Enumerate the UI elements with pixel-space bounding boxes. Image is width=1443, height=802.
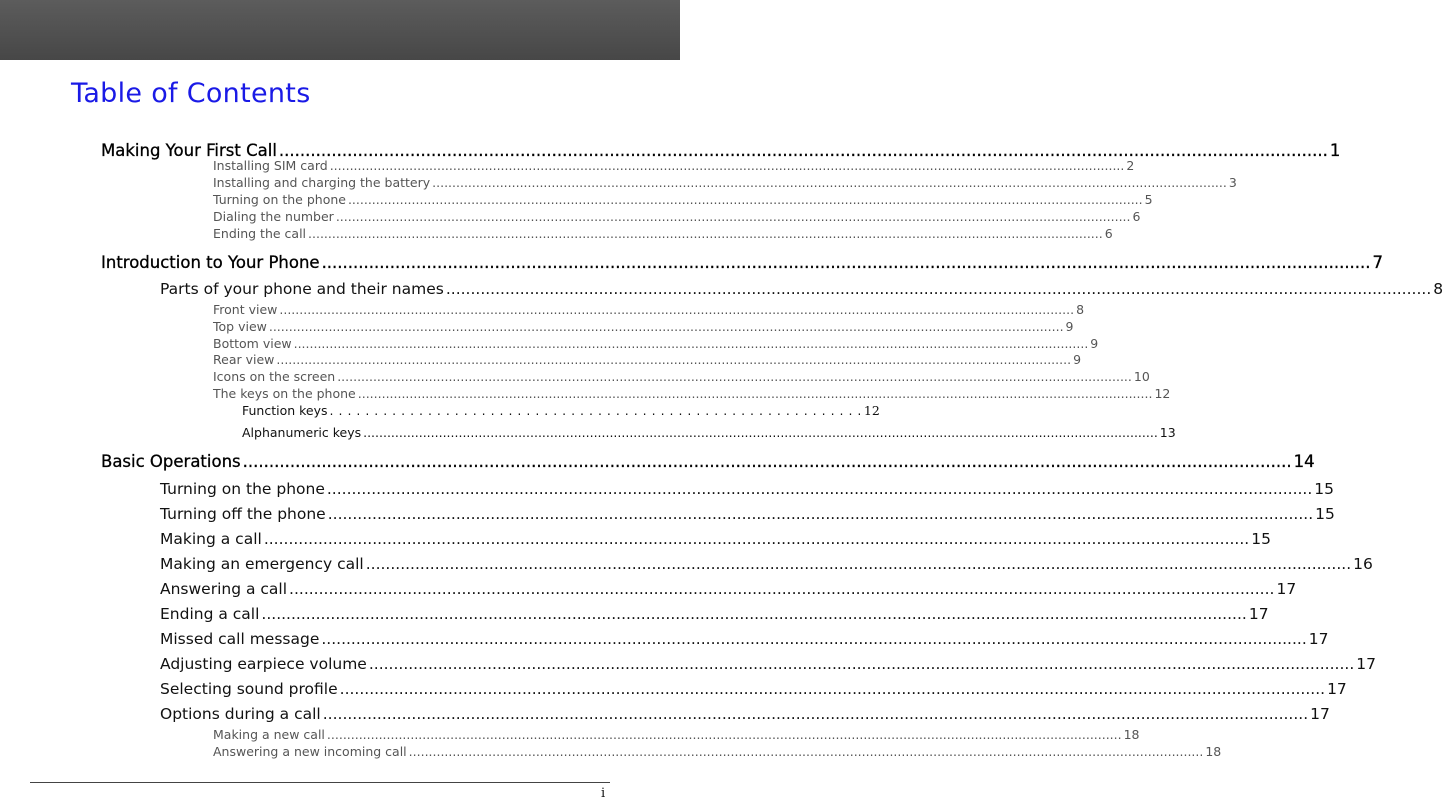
toc-entry-title: Turning on the phone	[160, 480, 325, 498]
toc-entry-title: Making Your First Call	[101, 141, 277, 160]
toc-entry-page: 17	[1308, 630, 1329, 648]
toc-entry[interactable]	[213, 336, 1099, 351]
toc-entry-title: Alphanumeric keys	[242, 425, 362, 440]
toc-entry[interactable]	[213, 369, 1150, 384]
page-number: i	[601, 786, 606, 801]
toc-entry[interactable]	[160, 605, 1269, 623]
toc-entry-title: Dialing the number	[213, 209, 334, 224]
toc-entry-title: Icons on the screen	[213, 369, 336, 384]
toc-entry-page: 9	[1073, 352, 1082, 367]
toc-entry-title: Bottom view	[213, 336, 292, 351]
toc-leader-dots: ........................................................................................................................................................................................................	[432, 175, 1227, 190]
toc-entry[interactable]	[213, 226, 1113, 241]
toc-entry-page: 9	[1090, 336, 1099, 351]
toc-leader-dots: ........................................................................................................................................................................................................	[326, 727, 1122, 742]
toc-entry[interactable]	[213, 175, 1237, 190]
toc-entry-page: 6	[1132, 209, 1141, 224]
toc-entry-page: 10	[1133, 369, 1150, 384]
toc-entry-page: 3	[1228, 175, 1237, 190]
toc-leader-dots: ........................................................................................................................................................................................................	[357, 386, 1153, 401]
toc-leader-dots: ........................................................................................................................................................................................................	[321, 630, 1307, 648]
toc-entry[interactable]	[160, 705, 1330, 723]
toc-leader-dots: ........................................................................................................................................................................................................	[329, 158, 1125, 173]
toc-entry-title: Answering a call	[160, 580, 288, 598]
toc-entry-page: 7	[1372, 253, 1384, 272]
toc-entry-title: Answering a new incoming call	[213, 744, 407, 759]
toc-leader-dots: ........................................................................................................................................................................................................	[339, 680, 1326, 698]
toc-entry-title: Rear view	[213, 352, 275, 367]
toc-entry[interactable]	[213, 744, 1222, 759]
toc-leader-dots: ........................................................................................................................................................................................................	[293, 336, 1089, 351]
toc-entry[interactable]	[242, 425, 1176, 440]
toc-leader-dots: ........................................................................................................................................................................................................	[242, 452, 1292, 471]
toc-entry[interactable]	[160, 680, 1347, 698]
toc-leader-dots: ........................................................................................................................................................................................................	[326, 480, 1313, 498]
toc-entry[interactable]	[213, 158, 1135, 173]
toc-entry-title: Adjusting earpiece volume	[160, 655, 367, 673]
toc-entry[interactable]	[213, 727, 1140, 742]
toc-leader-dots: ........................................................................................................................................................................................................	[276, 352, 1072, 367]
toc-entry-page: 9	[1065, 319, 1074, 334]
toc-entry[interactable]	[101, 452, 1315, 471]
toc-entry-title: Turning on the phone	[213, 192, 346, 207]
toc-leader-dots: ........................................................................................................................................................................................................	[322, 705, 1309, 723]
toc-entry-page: 2	[1126, 158, 1135, 173]
toc-entry-page: 14	[1293, 452, 1315, 471]
toc-leader-dots: ........................................................................................................................................................................................................	[279, 302, 1075, 317]
toc-entry-page: 8	[1076, 302, 1085, 317]
toc-entry-page: 17	[1276, 580, 1297, 598]
toc-entry-title: Options during a call	[160, 705, 321, 723]
toc-leader-dots: . . . . . . . . . . . . . . . . . . . . . . . . . . . . . . . . . . . . . . . . . . . . . . . . . . . . . . . . . . . .	[329, 403, 862, 418]
toc-entry-page: 12	[1154, 386, 1171, 401]
toc-entry-page: 16	[1353, 555, 1373, 573]
toc-entry-title: Making an emergency call	[160, 555, 364, 573]
toc-entry-title: Introduction to Your Phone	[101, 253, 320, 272]
toc-entry-title: The keys on the phone	[213, 386, 356, 401]
toc-entry-title: Selecting sound profile	[160, 680, 338, 698]
toc-entry[interactable]	[160, 480, 1335, 498]
toc-leader-dots: ........................................................................................................................................................................................................	[261, 605, 1247, 623]
toc-leader-dots: ........................................................................................................................................................................................................	[368, 655, 1355, 673]
toc-entry-page: 8	[1433, 280, 1443, 298]
toc-leader-dots: ........................................................................................................................................................................................................	[327, 505, 1314, 523]
toc-entry-page: 13	[1159, 425, 1176, 440]
toc-entry[interactable]	[213, 209, 1141, 224]
toc-entry-page: 15	[1314, 480, 1335, 498]
toc-entry-page: 15	[1315, 505, 1335, 523]
toc-leader-dots: ........................................................................................................................................................................................................	[347, 192, 1143, 207]
toc-leader-dots: ........................................................................................................................................................................................................	[408, 744, 1204, 759]
toc-entry-title: Top view	[213, 319, 267, 334]
toc-entry-page: 1	[1329, 141, 1341, 160]
toc-entry-title: Installing SIM card	[213, 158, 328, 173]
toc-entry-title: Making a new call	[213, 727, 325, 742]
toc-leader-dots: ........................................................................................................................................................................................................	[321, 253, 1371, 272]
toc-entry[interactable]	[160, 655, 1376, 673]
toc-entry-page: 17	[1310, 705, 1330, 723]
toc-leader-dots: ........................................................................................................................................................................................................	[445, 280, 1432, 298]
toc-entry-page: 18	[1123, 727, 1140, 742]
toc-entry-page: 17	[1248, 605, 1269, 623]
footer-divider	[30, 782, 610, 783]
toc-entry-title: Making a call	[160, 530, 262, 548]
toc-entry-page: 15	[1251, 530, 1271, 548]
toc-entry[interactable]	[213, 302, 1085, 317]
toc-leader-dots: ........................................................................................................................................................................................................	[337, 369, 1132, 384]
toc-entry[interactable]	[213, 352, 1082, 367]
header-bar	[0, 0, 680, 60]
toc-entry-page: 18	[1205, 744, 1222, 759]
toc-entry-page: 12	[863, 403, 880, 418]
toc-entry-title: Turning off the phone	[160, 505, 326, 523]
toc-leader-dots: ........................................................................................................................................................................................................	[263, 530, 1250, 548]
toc-entry[interactable]	[242, 403, 880, 418]
toc-leader-dots: ........................................................................................................................................................................................................	[278, 141, 1328, 160]
toc-entry[interactable]	[101, 253, 1384, 272]
page-title: Table of Contents	[71, 78, 311, 109]
toc-entry[interactable]	[160, 530, 1271, 548]
toc-entry-title: Parts of your phone and their names	[160, 280, 444, 298]
toc-entry-title: Installing and charging the battery	[213, 175, 431, 190]
toc-entry-title: Ending a call	[160, 605, 260, 623]
toc-entry[interactable]	[160, 555, 1373, 573]
toc-leader-dots: ........................................................................................................................................................................................................	[335, 209, 1131, 224]
toc-entry-title: Function keys	[242, 403, 328, 418]
toc-entry[interactable]	[160, 580, 1297, 598]
toc-entry[interactable]	[213, 192, 1153, 207]
toc-leader-dots: ........................................................................................................................................................................................................	[308, 226, 1103, 241]
toc-entry[interactable]	[213, 386, 1171, 401]
toc-entry[interactable]	[160, 630, 1329, 648]
toc-entry-page: 5	[1144, 192, 1153, 207]
toc-entry-title: Missed call message	[160, 630, 320, 648]
toc-entry[interactable]	[160, 505, 1335, 523]
toc-leader-dots: ........................................................................................................................................................................................................	[289, 580, 1275, 598]
toc-leader-dots: ........................................................................................................................................................................................................	[268, 319, 1064, 334]
toc-entry-title: Basic Operations	[101, 452, 241, 471]
toc-entry-page: 6	[1104, 226, 1113, 241]
toc-leader-dots: ........................................................................................................................................................................................................	[365, 555, 1352, 573]
toc-entry-title: Front view	[213, 302, 278, 317]
toc-entry[interactable]	[160, 280, 1443, 298]
toc-entry-page: 17	[1327, 680, 1347, 698]
toc-entry-page: 17	[1356, 655, 1376, 673]
toc-entry[interactable]	[213, 319, 1074, 334]
toc-entry-title: Ending the call	[213, 226, 307, 241]
toc-leader-dots: ........................................................................................................................................................................................................	[363, 425, 1158, 440]
